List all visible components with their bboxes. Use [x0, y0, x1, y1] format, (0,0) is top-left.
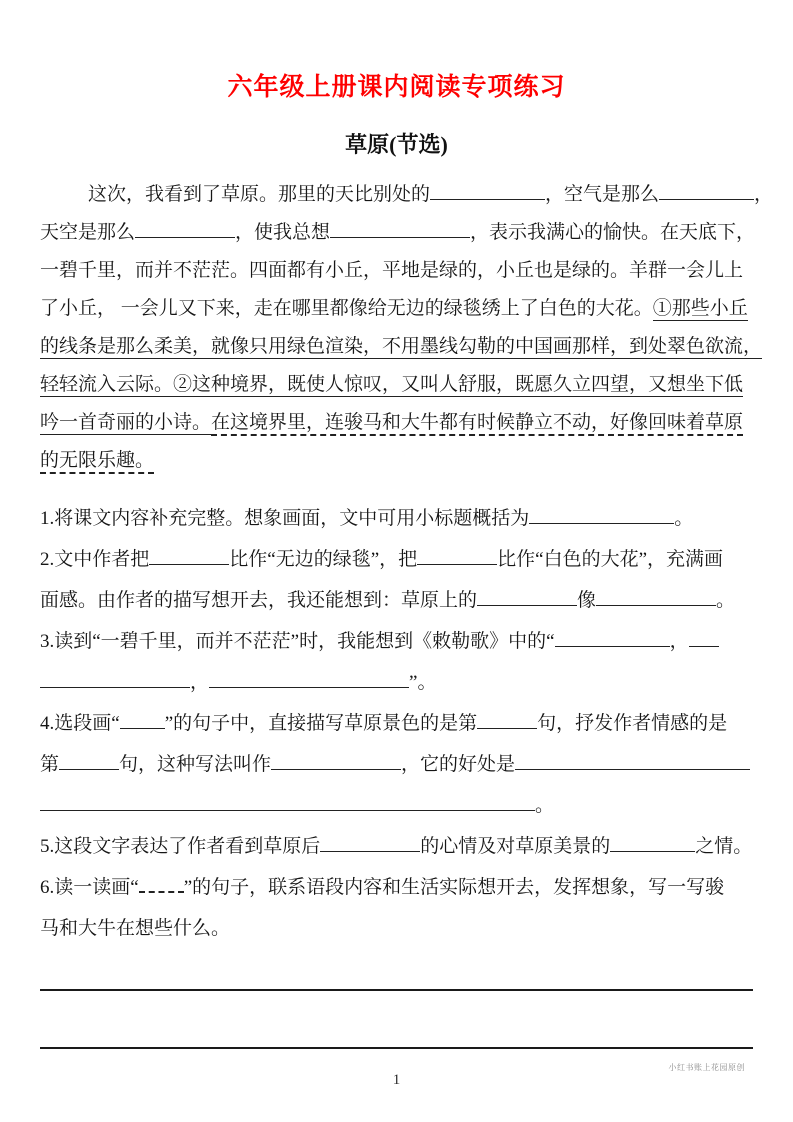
passage	[40, 176, 774, 480]
passage-line	[40, 176, 774, 214]
fill-in-blank	[596, 586, 716, 606]
question-line	[40, 744, 753, 785]
answer-area	[40, 989, 753, 1049]
text-run: 这次，我看到了草原。那里的天比别处的	[88, 184, 431, 205]
text-run: ，表示我满心的愉快。在天底下，	[470, 222, 756, 243]
text-run: 句，这种写法叫作	[119, 754, 272, 775]
fill-in-blank	[135, 218, 235, 238]
text-run: 天空是那么	[40, 222, 136, 243]
text-run: 4.选段画“	[40, 713, 120, 734]
text-run: 了小丘， 一会儿又下来，走在哪里都像给无边的绿毯绣上了白色的大花。	[40, 298, 653, 319]
passage-line	[40, 290, 753, 328]
text-run: ”的句子中，直接描写草原景色的是第	[164, 713, 478, 734]
dashed-line-mark	[139, 872, 184, 893]
text-run: 第	[40, 754, 60, 775]
answer-line	[40, 989, 753, 991]
underlined-text-solid: ①那些小丘	[652, 298, 748, 319]
text-run: 。	[674, 508, 694, 529]
answer-line	[40, 1047, 753, 1049]
text-run: ，	[669, 631, 689, 652]
text-run: 句，抒发作者情感的是	[537, 713, 728, 734]
fill-in-blank	[430, 180, 545, 200]
question-line	[40, 703, 753, 744]
question-line	[40, 580, 753, 621]
page-title: 六年级上册课内阅读专项练习	[227, 73, 566, 101]
question-line	[40, 662, 753, 703]
text-run: ”的句子，联系语段内容和生活实际想开去，发挥想象，写一写骏	[183, 877, 725, 898]
fill-in-blank	[659, 180, 754, 200]
text-run: 5.这段文字表达了作者看到草原后	[40, 836, 321, 857]
passage-line	[40, 442, 753, 480]
text-run: 像	[577, 590, 597, 611]
watermark: 小红书账上花园原创	[668, 1063, 745, 1072]
fill-in-blank	[320, 832, 420, 852]
text-run: 比作“白色的大花”，充满画	[497, 549, 724, 570]
fill-in-blank	[330, 218, 470, 238]
underlined-text-solid: 轻轻流入云际。②这种境界，既使人惊叹，又叫人舒服，既愿久立四望，又想坐下低	[40, 374, 744, 395]
underlined-text-solid: 的线条是那么柔美，就像只用绿色渲染，不用墨线勾勒的中国画那样，到处翠色欲流，	[40, 336, 763, 357]
text-run: 。	[535, 795, 555, 816]
fill-in-blank	[529, 504, 674, 524]
question-line	[40, 826, 753, 867]
fill-in-blank	[477, 709, 537, 729]
fill-in-blank	[40, 668, 190, 688]
text-run: ，	[190, 672, 210, 693]
question-line	[40, 498, 753, 539]
question-line	[40, 539, 753, 580]
underlined-text-dashed: 在这境界里，连骏马和大牛都有时候静立不动，好像回味着草原	[211, 412, 743, 436]
text-run: ，	[754, 184, 774, 205]
passage-line	[40, 328, 763, 366]
fill-in-blank	[209, 668, 409, 688]
question-line	[40, 867, 753, 908]
text-run: 3.读到“一碧千里，而并不茫茫”时，我能想到《敕勒歌》中的“	[40, 631, 555, 652]
section-title: 草原(节选)	[345, 132, 448, 157]
questions	[40, 498, 753, 949]
fill-in-blank	[515, 750, 750, 770]
fill-in-blank	[149, 545, 229, 565]
fill-in-blank	[477, 586, 577, 606]
fill-in-blank	[417, 545, 497, 565]
fill-in-blank	[610, 832, 695, 852]
text-run: 面感。由作者的描写想开去，我还能想到：草原上的	[40, 590, 478, 611]
passage-line	[40, 214, 756, 252]
text-run: ，它的好处是	[401, 754, 516, 775]
text-run: 的心情及对草原美景的	[420, 836, 611, 857]
page-number: 1	[392, 1072, 401, 1088]
passage-line	[40, 404, 753, 442]
text-run: 1.将课文内容补充完整。想象画面，文中可用小标题概括为	[40, 508, 530, 529]
text-run: 。	[716, 590, 736, 611]
text-run: 一碧千里，而并不茫茫。四面都有小丘，平地是绿的，小丘也是绿的。羊群一会儿上	[40, 260, 744, 281]
text-run: ，空气是那么	[545, 184, 660, 205]
text-run: 比作“无边的绿毯”，把	[229, 549, 418, 570]
text-run: 马和大牛在想些什么。	[40, 918, 231, 939]
text-run: 6.读一读画“	[40, 877, 139, 898]
passage-line	[40, 366, 753, 404]
passage-line	[40, 252, 753, 290]
fill-in-blank	[120, 709, 165, 729]
text-run: ，使我总想	[235, 222, 331, 243]
text-run: 之情。	[695, 836, 753, 857]
fill-in-blank	[271, 750, 401, 770]
fill-in-blank	[40, 791, 535, 811]
question-line	[40, 621, 753, 662]
underlined-text-dashed: 的无限乐趣。	[40, 450, 154, 474]
fill-in-blank	[59, 750, 119, 770]
question-line	[40, 785, 753, 826]
fill-in-blank	[555, 627, 670, 647]
text-run: 2.文中作者把	[40, 549, 150, 570]
text-run: ”。	[409, 672, 437, 693]
underlined-text-solid: 吟一首奇丽的小诗。	[40, 412, 212, 433]
question-line	[40, 908, 753, 949]
fill-in-blank	[689, 627, 719, 647]
